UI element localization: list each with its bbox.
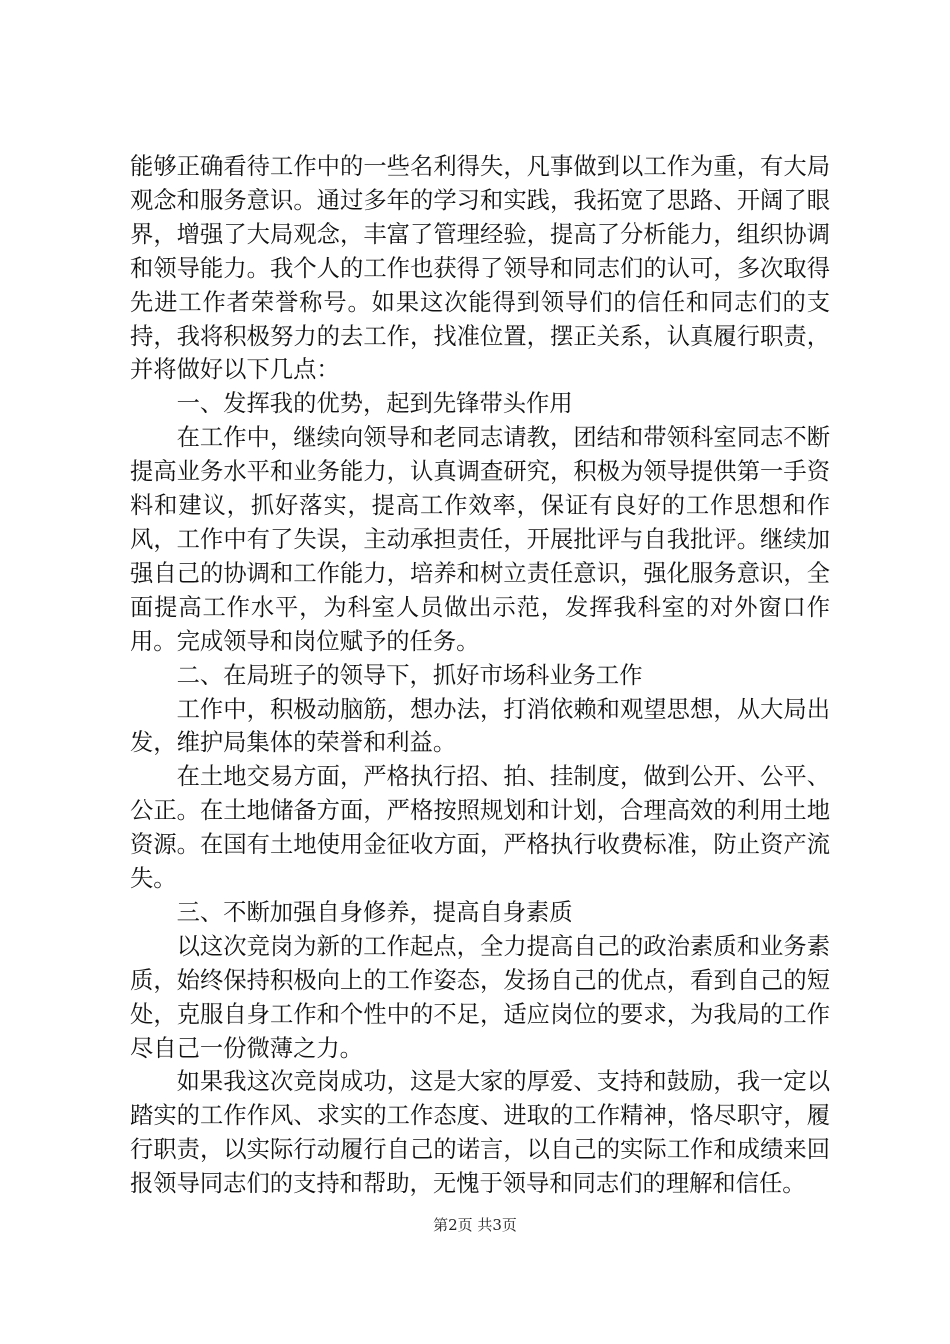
paragraph-section-3: 以这次竞岗为新的工作起点，全力提高自己的政治素质和业务素质，始终保持积极向上的工作姿态，发扬自己的优点，看到自己的短处，克服自身工作和个性中的不足，适应岗位的要求，为我局的工作尽自己一份微薄之力。 xyxy=(130,932,830,1062)
page-footer xyxy=(0,1215,950,1235)
page-number-label: 第2页 共3页 xyxy=(433,1216,517,1234)
paragraph-closing: 如果我这次竞岗成功，这是大家的厚爱、支持和鼓励，我一定以踏实的工作作风、求实的工作态度、进取的工作精神，恪尽职守，履行职责，以实际行动履行自己的诺言，以自己的实际工作和成绩来回报领导同志们的支持和帮助，无愧于领导和同志们的理解和信任。 xyxy=(130,1068,830,1198)
paragraph-section-2-b: 在土地交易方面，严格执行招、拍、挂制度，做到公开、公平、公正。在土地储备方面，严格按照规划和计划，合理高效的利用土地资源。在国有土地使用金征收方面，严格执行收费标准，防止资产流失。 xyxy=(130,763,830,893)
paragraph-section-1: 在工作中，继续向领导和老同志请教，团结和带领科室同志不断提高业务水平和业务能力，认真调查研究，积极为领导提供第一手资料和建议，抓好落实，提高工作效率，保证有良好的工作思想和作风，工作中有了失误，主动承担责任，开展批评与自我批评。继续加强自己的协调和工作能力，培养和树立责任意识，强化服务意识，全面提高工作水平，为科室人员做出示范，发挥我科室的对外窗口作用。完成领导和岗位赋予的任务。 xyxy=(130,424,830,655)
section-heading-1: 一、发挥我的优势，起到先锋带头作用 xyxy=(176,390,573,418)
document-body xyxy=(130,150,830,1201)
section-heading-2: 二、在局班子的领导下，抓好市场科业务工作 xyxy=(176,661,643,689)
paragraph-continuation: 能够正确看待工作中的一些名利得失，凡事做到以工作为重，有大局观念和服务意识。通过多年的学习和实践，我拓宽了思路、开阔了眼界，增强了大局观念，丰富了管理经验，提高了分析能力，组织协调和领导能力。我个人的工作也获得了领导和同志们的认可，多次取得先进工作者荣誉称号。如果这次能得到领导们的信任和同志们的支持，我将积极努力的去工作，找准位置，摆正关系，认真履行职责，并将做好以下几点： xyxy=(130,153,830,384)
section-heading-3: 三、不断加强自身修养，提高自身素质 xyxy=(176,898,573,926)
paragraph-section-2-a: 工作中，积极动脑筋，想办法，打消依赖和观望思想，从大局出发，维护局集体的荣誉和利益。 xyxy=(130,695,830,757)
